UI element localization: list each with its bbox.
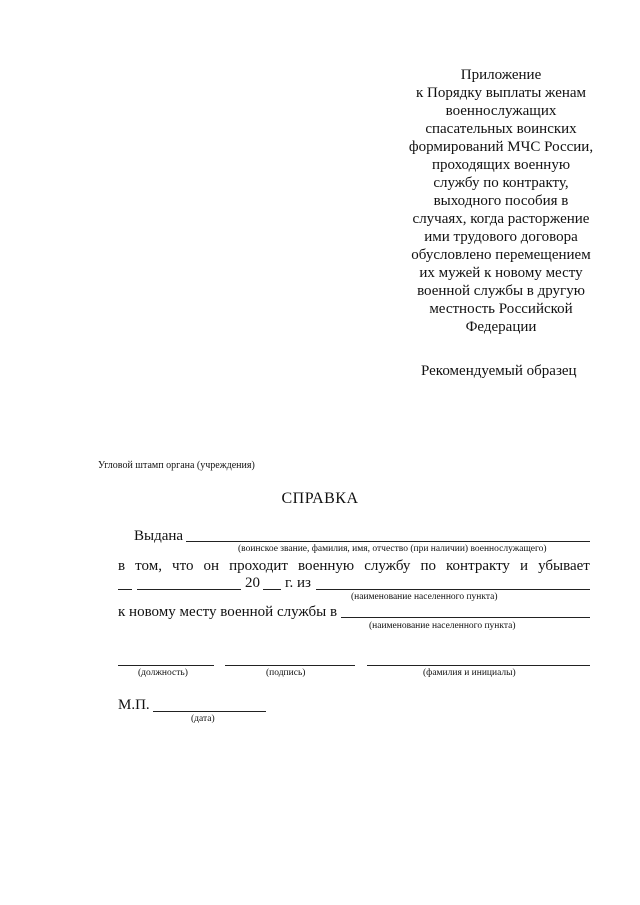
appendix-line: их мужей к новому месту [419,265,583,281]
sentence-word: службу [364,558,411,574]
appendix-line: выходного пособия в [433,193,569,209]
month-field-line [137,589,241,590]
appendix-line: проходящих военную [431,157,571,173]
from-caption: (наименование населенного пункта) [351,592,498,602]
appendix-line: службу по контракту, [433,175,569,191]
signature-field-line [225,665,355,666]
position-field-line [118,665,214,666]
seal-label: М.П. [118,697,150,713]
sentence-word: что [172,558,194,574]
appendix-line: Федерации [465,319,537,335]
issued-label: Выдана [134,528,184,544]
name-field-line [367,665,590,666]
to-label: к новому месту военной службы в [118,604,338,620]
appendix-line: случаях, когда расторжение [412,211,590,227]
sentence-word: по [420,558,436,574]
signature-caption: (подпись) [266,668,306,678]
date-caption: (дата) [191,714,215,724]
sentence-word: проходит [229,558,288,574]
appendix-line: к Порядку выплаты женам [415,85,587,101]
appendix-line: ими трудового договора [424,229,578,245]
position-caption: (должность) [138,668,188,678]
sentence-word: в [118,558,126,574]
appendix-line: Приложение [460,67,542,83]
appendix-line: военнослужащих [445,103,557,119]
to-field-line [341,617,590,618]
appendix-block [396,66,606,336]
to-caption: (наименование населенного пункта) [369,621,516,631]
sample-label: Рекомендуемый образец [421,363,577,379]
appendix-line: военной службы в другую [417,283,585,299]
name-caption: (фамилия и инициалы) [423,668,516,678]
sentence-word: контракту [446,558,510,574]
appendix-line: формирований МЧС России, [408,139,594,155]
issued-field-line [186,541,590,542]
sentence-word: он [203,558,220,574]
sentence-word: том, [135,558,162,574]
day-field-line [118,589,132,590]
stamp-label: Угловой штамп органа (учреждения) [98,460,255,471]
year-prefix: 20 [245,575,260,591]
sentence-word: и [520,558,529,574]
date-field-line [153,711,266,712]
sentence-word: военную [298,558,355,574]
from-field-line [316,589,590,590]
from-label: г. из [285,575,311,591]
appendix-line: местность Российской [429,301,573,317]
issued-caption: (воинское звание, фамилия, имя, отчество (при наличии) военнослужащего) [238,544,547,554]
year-field-line [263,589,281,590]
appendix-line: спасательных воинских [425,121,577,137]
service-sentence [118,558,590,575]
sentence-word: убывает [538,558,590,574]
appendix-line: обусловлено перемещением [411,247,591,263]
document-title: СПРАВКА [281,490,359,507]
